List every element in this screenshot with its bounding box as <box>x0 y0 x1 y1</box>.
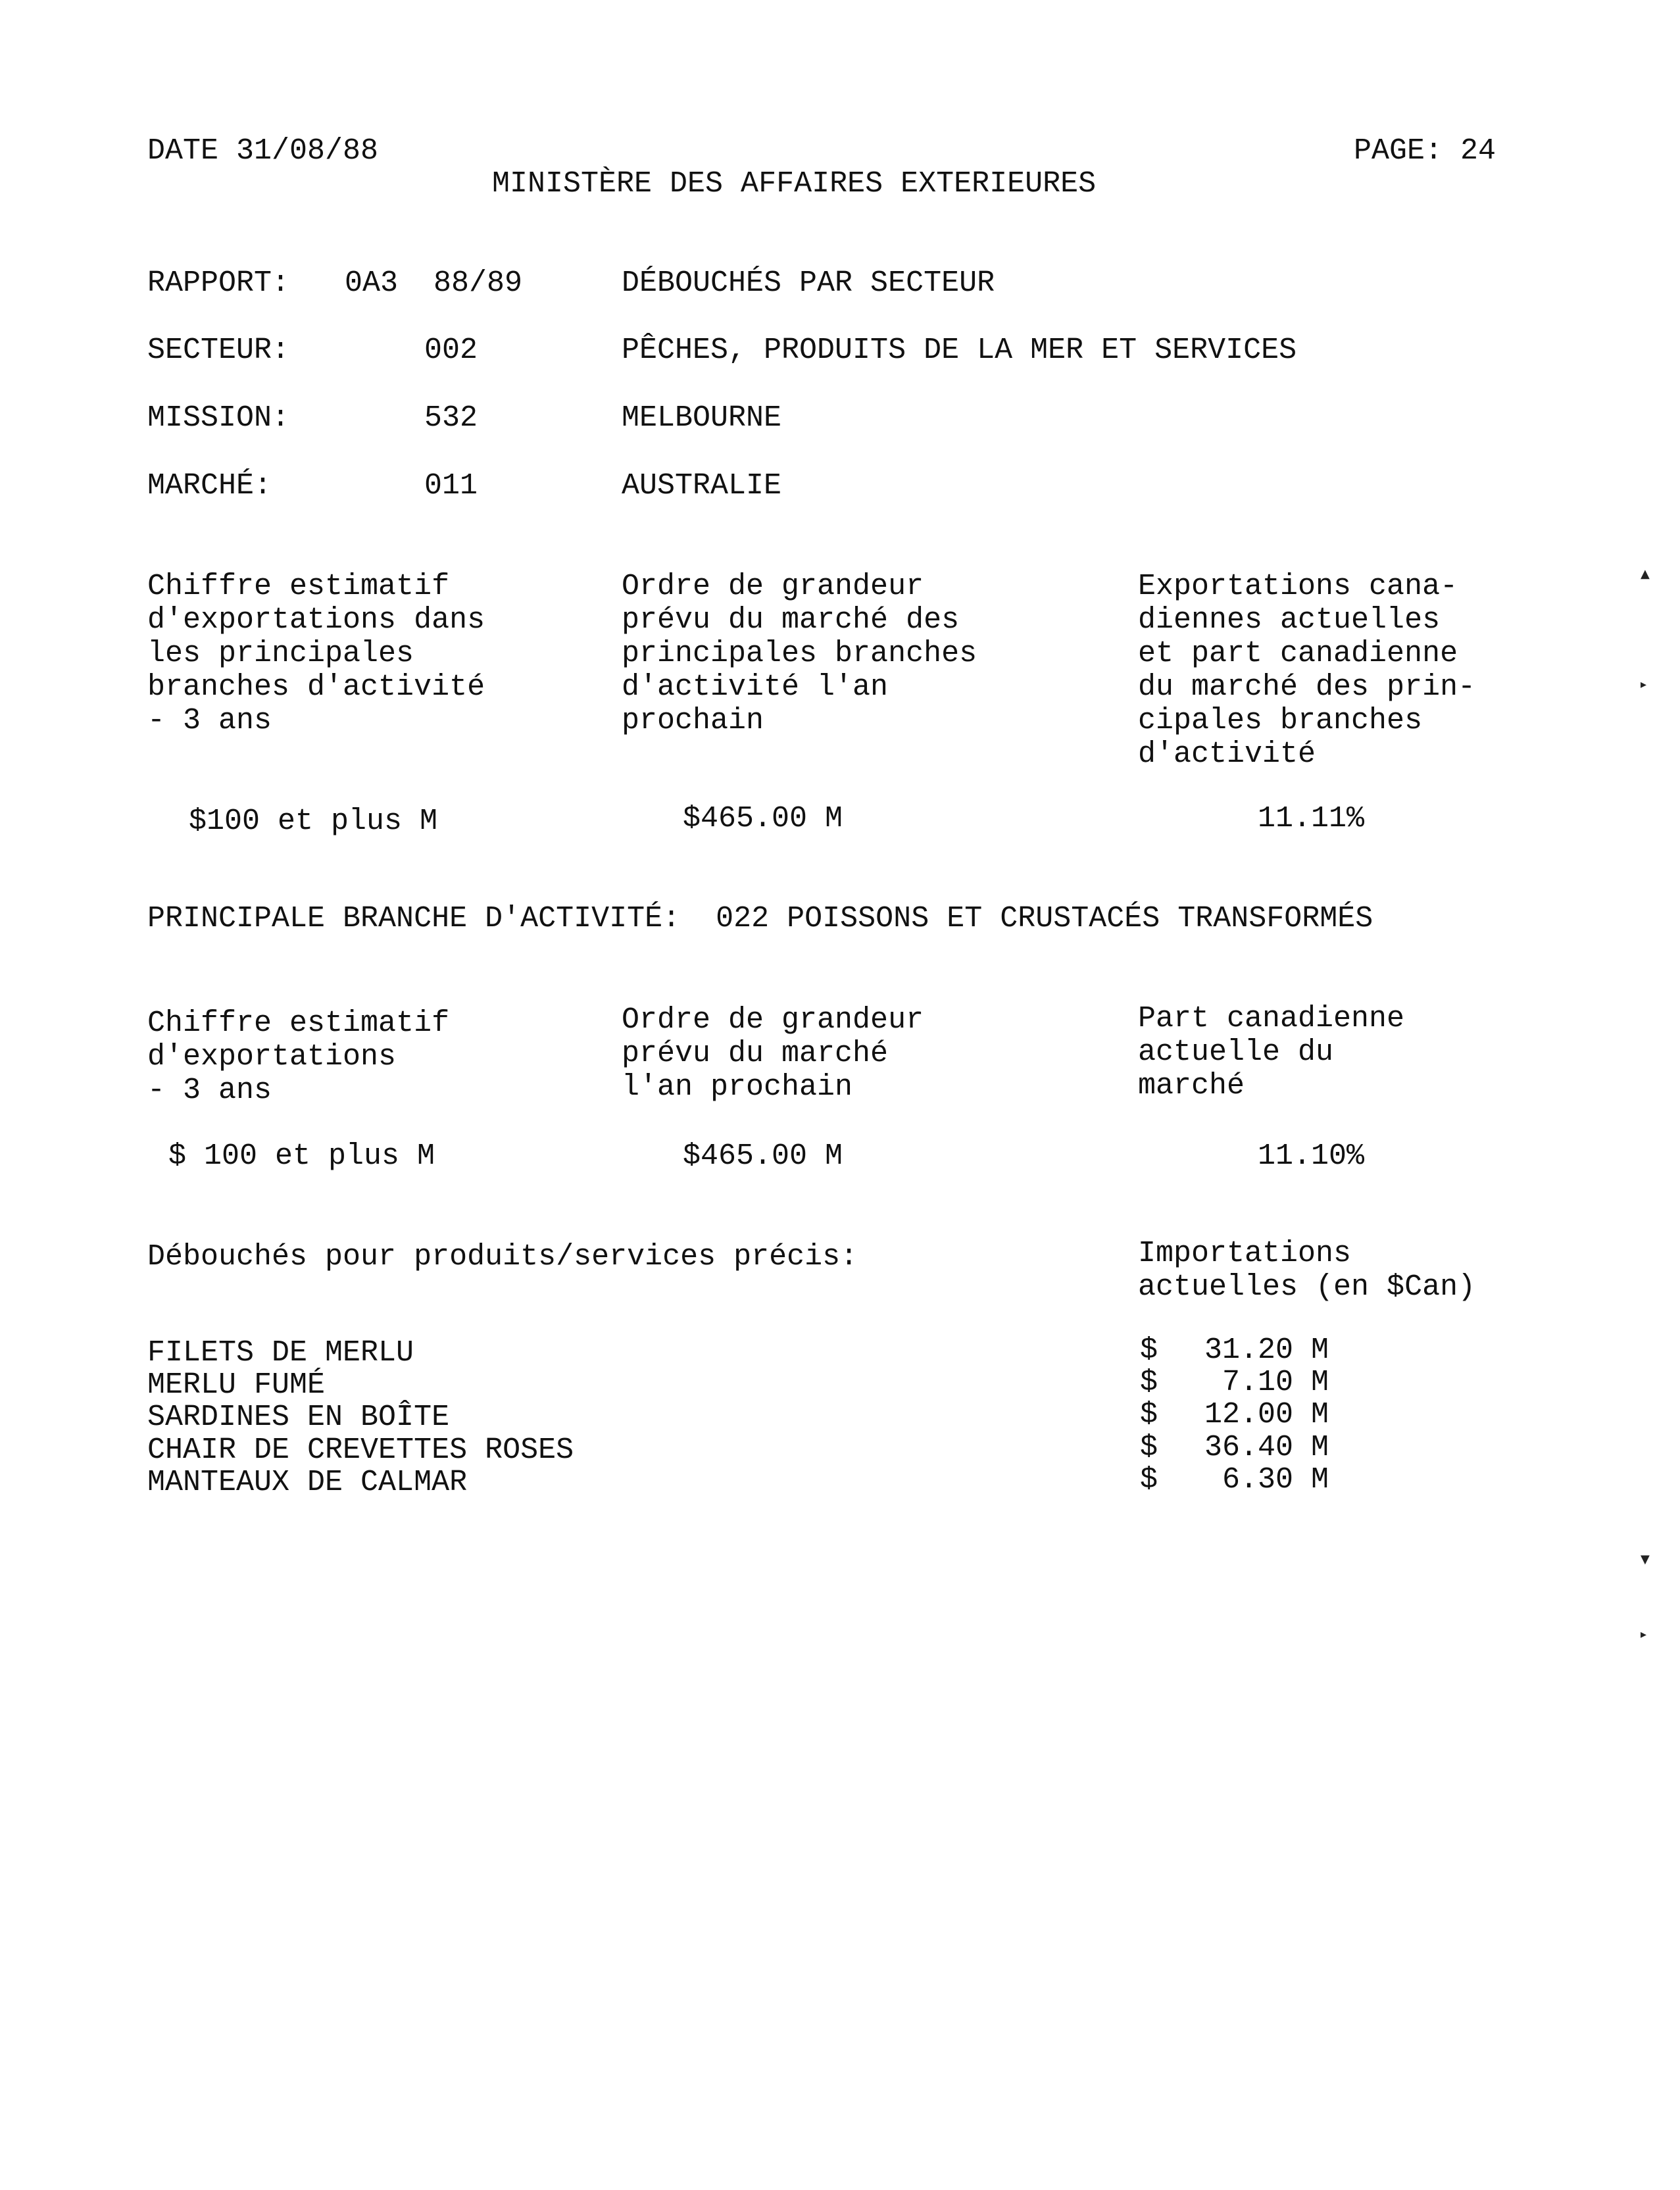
branch-col1-header: Chiffre estimatif d'exportations - 3 ans <box>147 1007 450 1107</box>
rapport-code: 0A3 88/89 <box>345 266 523 300</box>
product-name: MANTEAUX DE CALMAR <box>147 1466 468 1499</box>
product-amount: 6.30 M <box>1222 1463 1329 1497</box>
product-amount: 36.40 M <box>1204 1431 1329 1464</box>
product-currency: $ <box>1140 1366 1158 1399</box>
product-name: SARDINES EN BOÎTE <box>147 1401 450 1434</box>
mission-desc: MELBOURNE <box>622 401 782 435</box>
sector-col1-value: $100 et plus M <box>189 805 438 838</box>
secteur-code: 002 <box>424 334 478 367</box>
scan-mark: ▸ <box>1641 1628 1647 1641</box>
mission-code: 532 <box>424 401 478 435</box>
imports-header: Importations actuelles (en $Can) <box>1138 1237 1476 1304</box>
rapport-desc: DÉBOUCHÉS PAR SECTEUR <box>622 266 995 300</box>
branch-col1-value: $ 100 et plus M <box>168 1139 435 1173</box>
marche-desc: AUSTRALIE <box>622 469 782 503</box>
product-name: FILETS DE MERLU <box>147 1336 414 1370</box>
product-currency: $ <box>1140 1333 1158 1367</box>
scan-mark: ▸ <box>1641 678 1647 691</box>
branch-title: PRINCIPALE BRANCHE D'ACTIVITÉ: 022 POISSONS ET CRUSTACÉS TRANSFORMÉS <box>147 902 1373 935</box>
sector-col2-header: Ordre de grandeur prévu du marché des principales branches d'activité l'an prochain <box>622 570 977 737</box>
ministry-title: MINISTÈRE DES AFFAIRES EXTERIEURES <box>492 167 1097 201</box>
product-name: CHAIR DE CREVETTES ROSES <box>147 1433 574 1467</box>
sector-col3-value: 11.11% <box>1258 802 1365 835</box>
opportunities-label: Débouchés pour produits/services précis: <box>147 1240 858 1274</box>
rapport-label: RAPPORT: <box>147 266 290 300</box>
sector-col3-header: Exportations cana- diennes actuelles et part canadienne du marché des prin- cipales branches d'activité <box>1138 570 1476 771</box>
secteur-label: SECTEUR: <box>147 334 290 367</box>
report-date: DATE 31/08/88 <box>147 134 379 168</box>
marche-code: 011 <box>424 469 478 503</box>
branch-col2-value: $465.00 M <box>683 1139 843 1173</box>
marche-label: MARCHÉ: <box>147 469 272 503</box>
mission-label: MISSION: <box>147 401 290 435</box>
product-name: MERLU FUMÉ <box>147 1368 326 1402</box>
product-amount: 7.10 M <box>1222 1366 1329 1399</box>
scan-mark: ▼ <box>1641 1553 1650 1566</box>
product-amount: 31.20 M <box>1204 1333 1329 1367</box>
branch-col3-value: 11.10% <box>1258 1139 1365 1173</box>
page-number: PAGE: 24 <box>1354 134 1496 168</box>
product-amount: 12.00 M <box>1204 1398 1329 1431</box>
branch-col3-header: Part canadienne actuelle du marché <box>1138 1002 1405 1103</box>
product-currency: $ <box>1140 1398 1158 1431</box>
branch-col2-header: Ordre de grandeur prévu du marché l'an prochain <box>622 1003 924 1104</box>
sector-col1-header: Chiffre estimatif d'exportations dans les principales branches d'activité - 3 ans <box>147 570 485 737</box>
sector-col2-value: $465.00 M <box>683 802 843 835</box>
scan-mark: ▲ <box>1641 567 1650 581</box>
product-currency: $ <box>1140 1431 1158 1464</box>
product-currency: $ <box>1140 1463 1158 1497</box>
secteur-desc: PÊCHES, PRODUITS DE LA MER ET SERVICES <box>622 334 1297 367</box>
